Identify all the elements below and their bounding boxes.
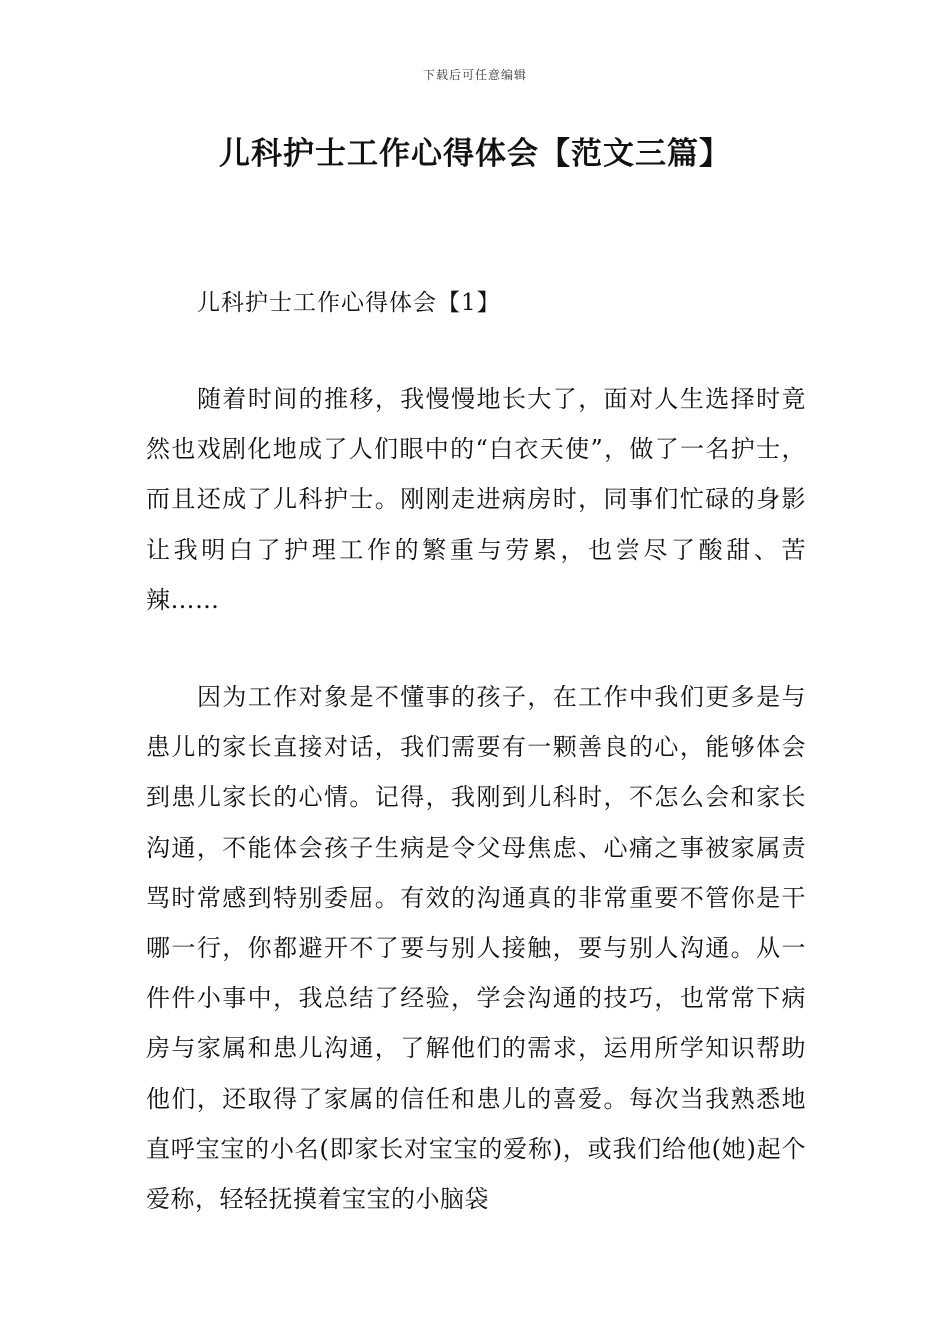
header-note: 下载后可任意编辑 (422, 68, 527, 82)
paragraph-2: 因为工作对象是不懂事的孩子，在工作中我们更多是与患儿的家长直接对话，我们需要有一颗善良的心，能够体会到患儿家长的心情。记得，我刚到儿科时，不怎么会和家长沟通，不能体会孩子生病是令父母焦虑、心痛之事被家属责骂时常感到特别委屈。有效的沟通真的非常重要不管你是干哪一行，你都避开不了要与别人接触，要与别人沟通。从一件件小事中，我总结了经验，学会沟通的技巧，也常常下病房与家属和患儿沟通，了解他们的需求，运用所学知识帮助他们，还取得了家属的信任和患儿的喜爱。每次当我熟悉地直呼宝宝的小名(即家长对宝宝的爱称)，或我们给他(她)起个爱称，轻轻抚摸着宝宝的小脑袋 (146, 683, 806, 1214)
document-title: 儿科护士工作心得体会【范文三篇】 (219, 136, 731, 172)
paragraph-1: 随着时间的推移，我慢慢地长大了，面对人生选择时竟然也戏剧化地成了人们眼中的“白衣天使”，做了一名护士，而且还成了儿科护士。刚刚走进病房时，同事们忙碌的身影让我明白了护理工作的繁重与劳累，也尝尽了酸甜、苦辣…… (146, 385, 806, 614)
section-heading: 儿科护士工作心得体会【1】 (197, 290, 501, 316)
